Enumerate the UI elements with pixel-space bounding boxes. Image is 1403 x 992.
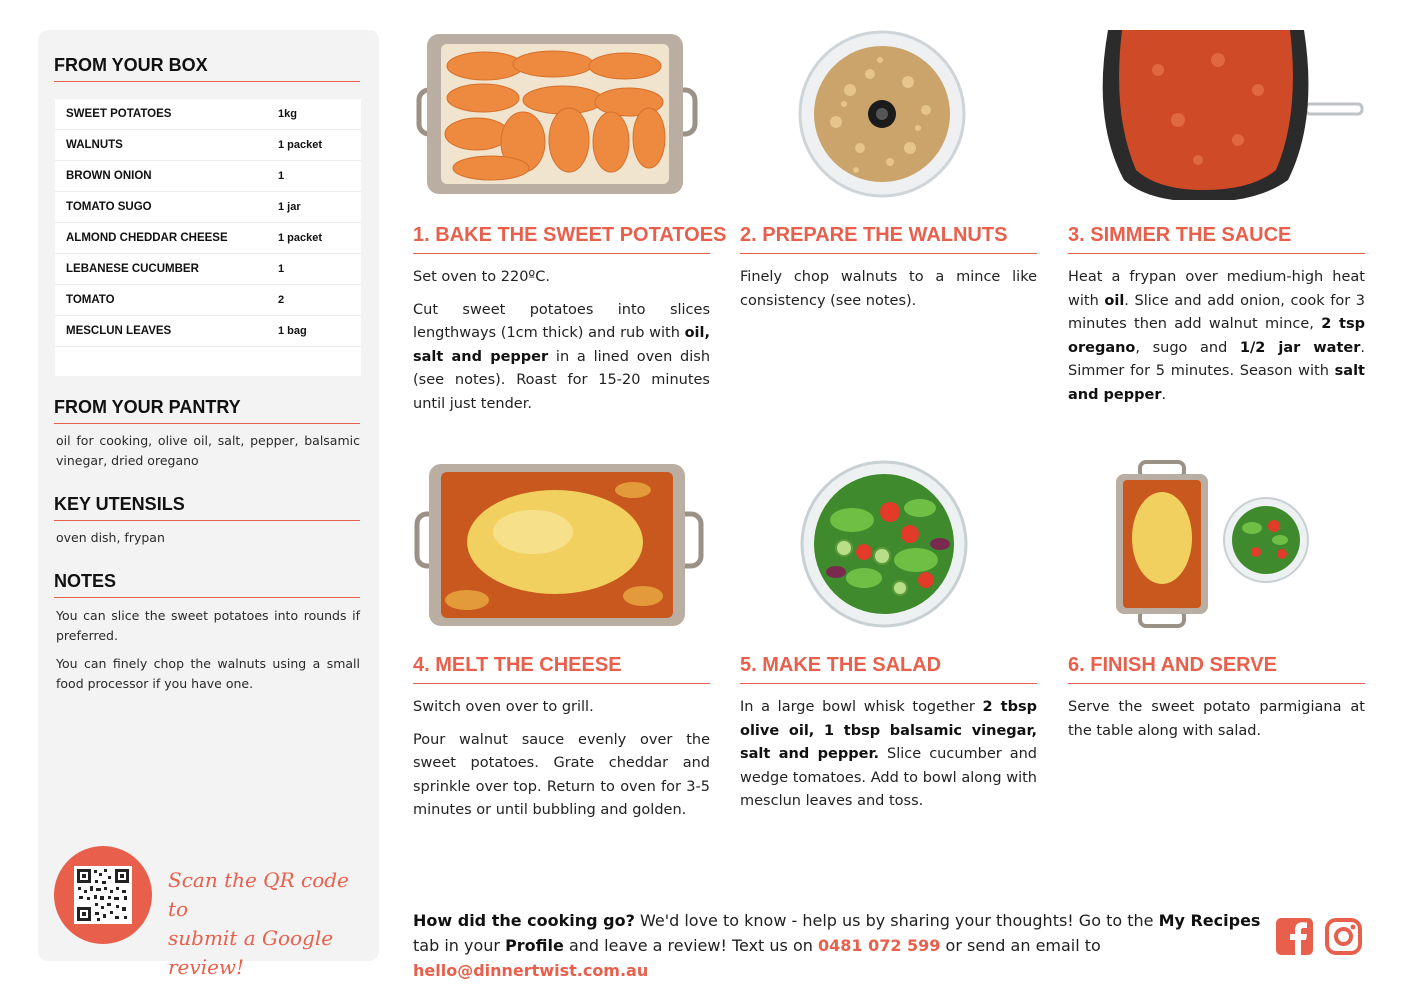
note-item: You can slice the sweet potatoes into rounds if preferred.: [56, 608, 360, 643]
ingredients-sidebar: [38, 30, 379, 979]
ingredient-name: WALNUTS: [66, 139, 123, 151]
ingredient-qty: 1: [278, 263, 285, 275]
table-row: [55, 316, 361, 347]
bold-span: oil, salt and pepper: [413, 325, 710, 365]
step-text: Set oven to 220ºC.: [413, 269, 550, 285]
my-recipes-label: My Recipes: [1158, 911, 1261, 930]
ingredient-qty: 1: [278, 170, 285, 182]
footer-text: and leave a review! Text us on: [563, 936, 818, 955]
frypan-tomato-sauce-image: [1068, 30, 1365, 200]
qr-caption: [168, 866, 368, 982]
roasting-pan-sweet-potatoes-image: [413, 30, 710, 200]
text-span: in a lined oven dish (see notes). Roast for 15-20 minutes until just tender.: [413, 348, 711, 412]
step-4-title: 4. MELT THE CHEESE: [413, 654, 710, 684]
table-row: [55, 130, 361, 161]
pantry-text: oil for cooking, olive oil, salt, pepper, balsamic vinegar, dried oregano: [56, 433, 360, 468]
text-span: Cut sweet potatoes into slices lengthways (1cm thick) and rub with: [413, 301, 710, 341]
text-span: . Simmer for 5 minutes. Season with: [1068, 339, 1365, 379]
step-text: Finely chop walnuts to a mince like consistency (see notes).: [740, 269, 1037, 309]
footer-text: tab in your: [413, 936, 506, 955]
ingredient-qty: 2: [278, 294, 285, 306]
step-text: Switch oven over to grill.: [413, 699, 594, 715]
step-2-body: [740, 266, 1037, 322]
step-text: Pour walnut sauce evenly over the sweet potatoes. Grate cheddar and sprinkle over top. Return to oven for 3-5 minutes or until bubbling and golden.: [413, 731, 710, 818]
step-text: Serve the sweet potato parmigiana at the table along with salad.: [1068, 699, 1365, 739]
step-5-title: 5. MAKE THE SALAD: [740, 654, 1037, 684]
ingredient-name: SWEET POTATOES: [66, 108, 172, 120]
step-6-body: [1068, 696, 1365, 752]
table-row: [55, 192, 361, 223]
bold-span: salt and pepper: [1068, 363, 1365, 403]
bold-span: oil: [1104, 292, 1125, 309]
table-row: [55, 254, 361, 285]
note-item: You can finely chop the walnuts using a small food processor if you have one.: [56, 656, 360, 691]
ingredient-qty: 1 bag: [278, 325, 307, 337]
step-text: [1068, 266, 1365, 407]
step-text: [740, 696, 1037, 814]
ingredient-name: TOMATO: [66, 294, 115, 306]
facebook-icon[interactable]: [1276, 918, 1313, 955]
ingredient-name: MESCLUN LEAVES: [66, 325, 172, 337]
step-2-title: 2. PREPARE THE WALNUTS: [740, 224, 1037, 254]
step-text: [413, 299, 710, 417]
step-6-title: 6. FINISH AND SERVE: [1068, 654, 1365, 684]
text-span: Slice cucumber and wedge tomatoes. Add to bowl along with mesclun leaves and toss.: [740, 746, 1037, 809]
feedback-footer: [413, 908, 1263, 983]
table-row: [55, 99, 361, 130]
food-processor-walnuts-image: [740, 30, 1037, 200]
qr-caption-line: submit a Google review!: [168, 926, 334, 979]
utensils-title: KEY UTENSILS: [54, 494, 360, 521]
text-span: , sugo and: [1135, 339, 1240, 356]
footer-text: We'd love to know - help us by sharing your thoughts! Go to the: [634, 911, 1159, 930]
qr-caption-line: Scan the QR code to: [168, 868, 349, 921]
phone-link[interactable]: 0481 072 599: [817, 936, 941, 955]
step-4-body: [413, 696, 710, 832]
step-3-title: 3. SIMMER THE SAUCE: [1068, 224, 1365, 254]
bowl-green-salad-image: [740, 460, 1037, 630]
footer-question: How did the cooking go?: [413, 911, 635, 930]
ingredient-name: BROWN ONION: [66, 170, 152, 182]
bold-span: 2 tsp oregano: [1068, 316, 1365, 356]
email-link[interactable]: hello@dinnertwist.com.au: [413, 961, 649, 980]
bold-span: 1/2 jar water: [1239, 339, 1361, 356]
step-5-body: [740, 696, 1037, 823]
table-row: [55, 161, 361, 192]
notes-list: [56, 606, 360, 702]
text-span: . Slice and add onion, cook for 3 minutes then add walnut mince,: [1068, 292, 1366, 332]
ingredient-qty: 1 packet: [278, 232, 323, 244]
notes-title: NOTES: [54, 571, 360, 598]
ingredient-name: TOMATO SUGO: [66, 201, 152, 213]
step-1-body: [413, 266, 710, 425]
ingredient-qty: 1kg: [278, 108, 297, 120]
profile-label: Profile: [505, 936, 564, 955]
step-1-title: 1. BAKE THE SWEET POTATOES: [413, 224, 710, 254]
ingredients-table: [55, 99, 361, 376]
text-span: Heat a frypan over medium-high heat with: [1068, 269, 1365, 309]
from-your-box-title: FROM YOUR BOX: [54, 55, 360, 82]
dish-and-salad-served-image: [1068, 460, 1365, 630]
oven-dish-melted-cheese-image: [413, 460, 710, 630]
footer-text: or send an email to: [940, 936, 1101, 955]
text-span: .: [1161, 386, 1167, 403]
qr-code-icon: [74, 866, 132, 924]
text-span: In a large bowl whisk together: [740, 699, 983, 715]
ingredient-qty: 1 jar: [278, 201, 301, 213]
instagram-icon[interactable]: [1325, 918, 1362, 955]
table-row: [55, 223, 361, 254]
ingredient-name: ALMOND CHEDDAR CHEESE: [66, 232, 228, 244]
table-row: [55, 285, 361, 316]
ingredient-qty: 1 packet: [278, 139, 323, 151]
pantry-title: FROM YOUR PANTRY: [54, 397, 360, 424]
step-3-body: [1068, 266, 1365, 416]
ingredient-name: LEBANESE CUCUMBER: [66, 263, 199, 275]
bold-span: 2 tbsp olive oil, 1 tbsp balsamic vinegar, salt and pepper.: [740, 699, 1037, 762]
utensils-text: oven dish, frypan: [56, 530, 165, 545]
qr-code-badge[interactable]: [54, 846, 152, 944]
